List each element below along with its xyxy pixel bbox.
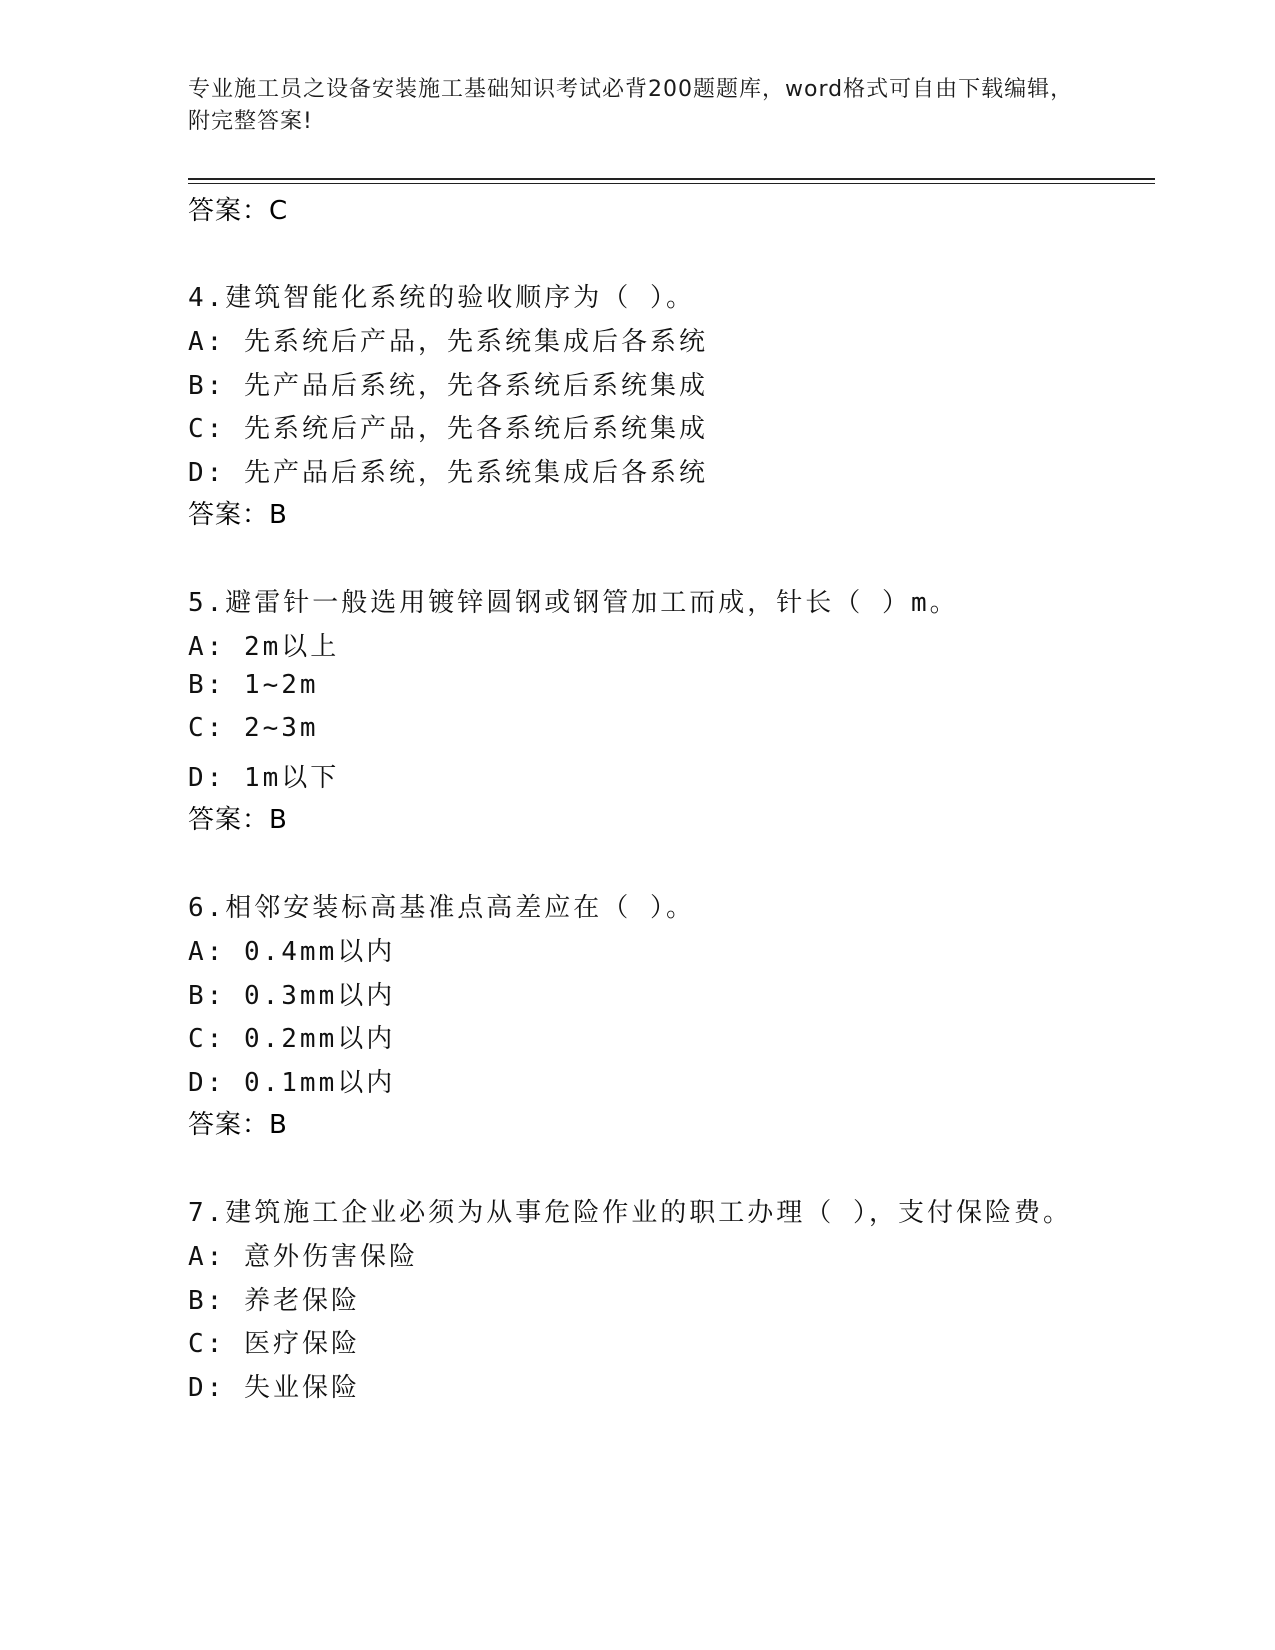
answer-prev: 答案：C (188, 196, 289, 226)
header-rule-thin (188, 183, 1155, 184)
document-header: 专业施工员之设备安装施工基础知识考试必背200题题库，word格式可自由下载编辑，附完整答案! (188, 77, 1074, 134)
question-5-option-c: C: 2~3m (188, 713, 319, 743)
question-7-option-b: B: 养老保险 (188, 1286, 360, 1316)
question-7-stem: 7.建筑施工企业必须为从事危险作业的职工办理（ ），支付保险费。 (188, 1198, 1072, 1228)
question-5-answer: 答案：B (188, 805, 288, 835)
question-4-option-c: C: 先系统后产品，先各系统后系统集成 (188, 414, 708, 444)
question-5-stem: 5.避雷针一般选用镀锌圆钢或钢管加工而成，针长（ ）m。 (188, 588, 959, 618)
question-6-option-d: D: 0.1mm以内 (188, 1068, 396, 1098)
question-7-option-c: C: 医疗保险 (188, 1329, 360, 1359)
header-rule-thick (188, 178, 1155, 180)
question-6-option-a: A: 0.4mm以内 (188, 937, 396, 967)
question-6-stem: 6.相邻安装标高基准点高差应在（ ）。 (188, 893, 695, 923)
question-5-option-b: B: 1~2m (188, 670, 319, 700)
question-4-option-a: A: 先系统后产品，先系统集成后各系统 (188, 327, 708, 357)
question-6-answer: 答案：B (188, 1110, 288, 1140)
question-5-option-d: D: 1m以下 (188, 763, 340, 793)
question-4-option-b: B: 先产品后系统，先各系统后系统集成 (188, 371, 708, 401)
question-4-answer: 答案：B (188, 500, 288, 530)
question-7-option-d: D: 失业保险 (188, 1373, 360, 1403)
question-5-option-a: A: 2m以上 (188, 632, 340, 662)
question-4-stem: 4.建筑智能化系统的验收顺序为（ ）。 (188, 283, 695, 313)
question-7-option-a: A: 意外伤害保险 (188, 1242, 418, 1272)
question-6-option-c: C: 0.2mm以内 (188, 1024, 396, 1054)
question-6-option-b: B: 0.3mm以内 (188, 981, 396, 1011)
question-4-option-d: D: 先产品后系统，先系统集成后各系统 (188, 458, 708, 488)
